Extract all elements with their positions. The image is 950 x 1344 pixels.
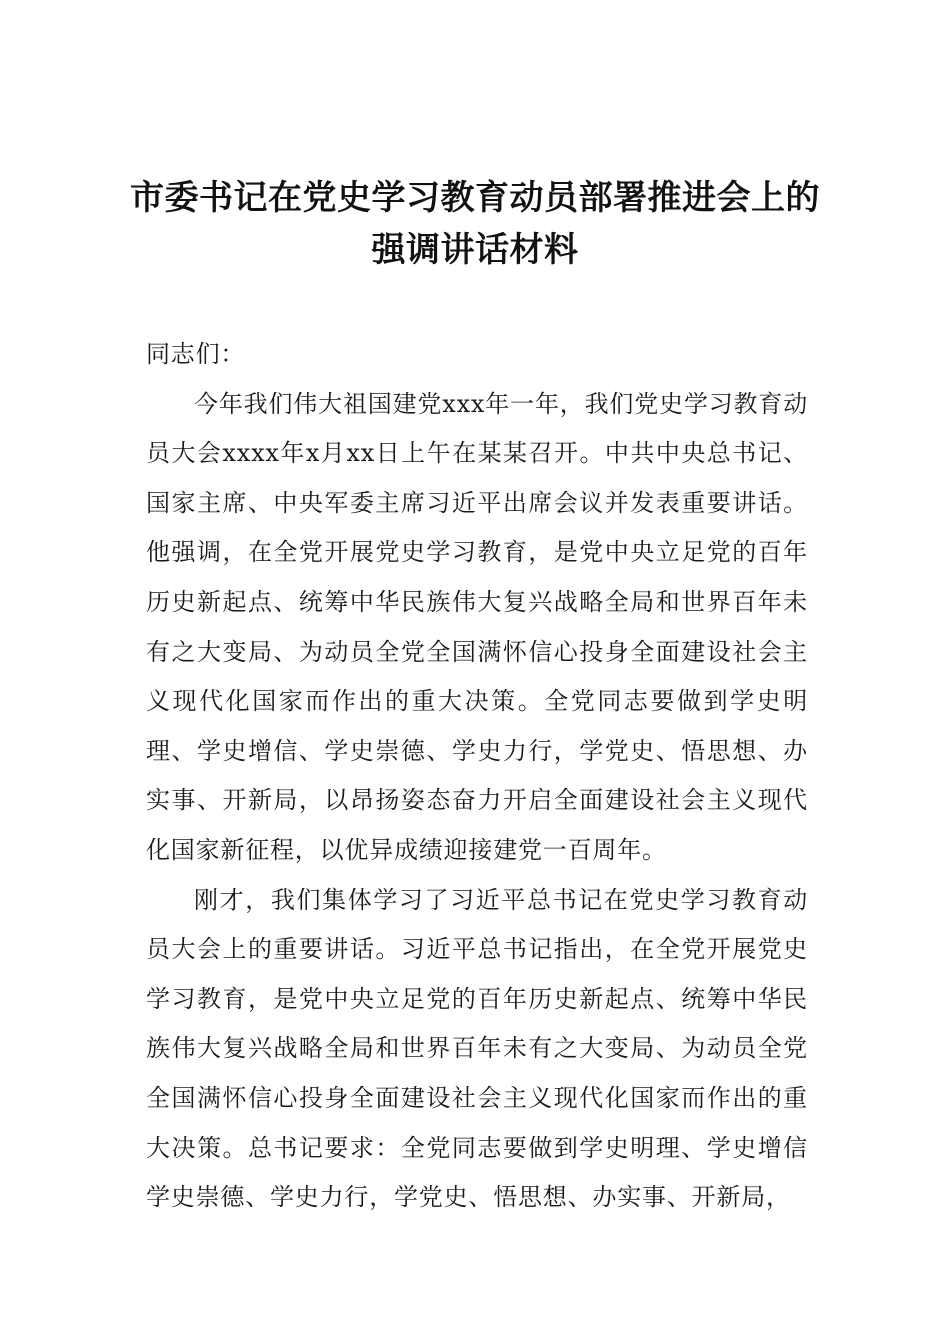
- salutation: 同志们：: [146, 340, 246, 368]
- document-body: [146, 330, 808, 1223]
- document-title: 市委书记在党史学习教育动员部署推进会上的强调讲话材料: [130, 178, 820, 270]
- body-paragraph-2: 刚才，我们集体学习了习近平总书记在党史学习教育动员大会上的重要讲话。习近平总书记指出，在全党开展党史学习教育，是党中央立足党的百年历史新起点、统筹中华民族伟大复兴战略全局和世界百年未有之大变局、为动员全党全国满怀信心投身全面建设社会主义现代化国家而作出的重大决策。总书记要求：全党同志要做到学史明理、学史增信学史崇德、学史力行，学党史、悟思想、办实事、开新局，: [146, 885, 808, 1212]
- body-paragraph-1: 今年我们伟大祖国建党xxx年一年，我们党史学习教育动员大会xxxx年x月xx日上午在某某召开。中共中央总书记、国家主席、中央军委主席习近平出席会议并发表重要讲话。他强调，在全党开展党史学习教育，是党中央立足党的百年历史新起点、统筹中华民族伟大复兴战略全局和世界百年未有之大变局、为动员全党全国满怀信心投身全面建设社会主义现代化国家而作出的重大决策。全党同志要做到学史明理、学史增信、学史崇德、学史力行，学党史、悟思想、办实事、开新局，以昂扬姿态奋力开启全面建设社会主义现代化国家新征程，以优异成绩迎接建党一百周年。: [146, 389, 808, 864]
